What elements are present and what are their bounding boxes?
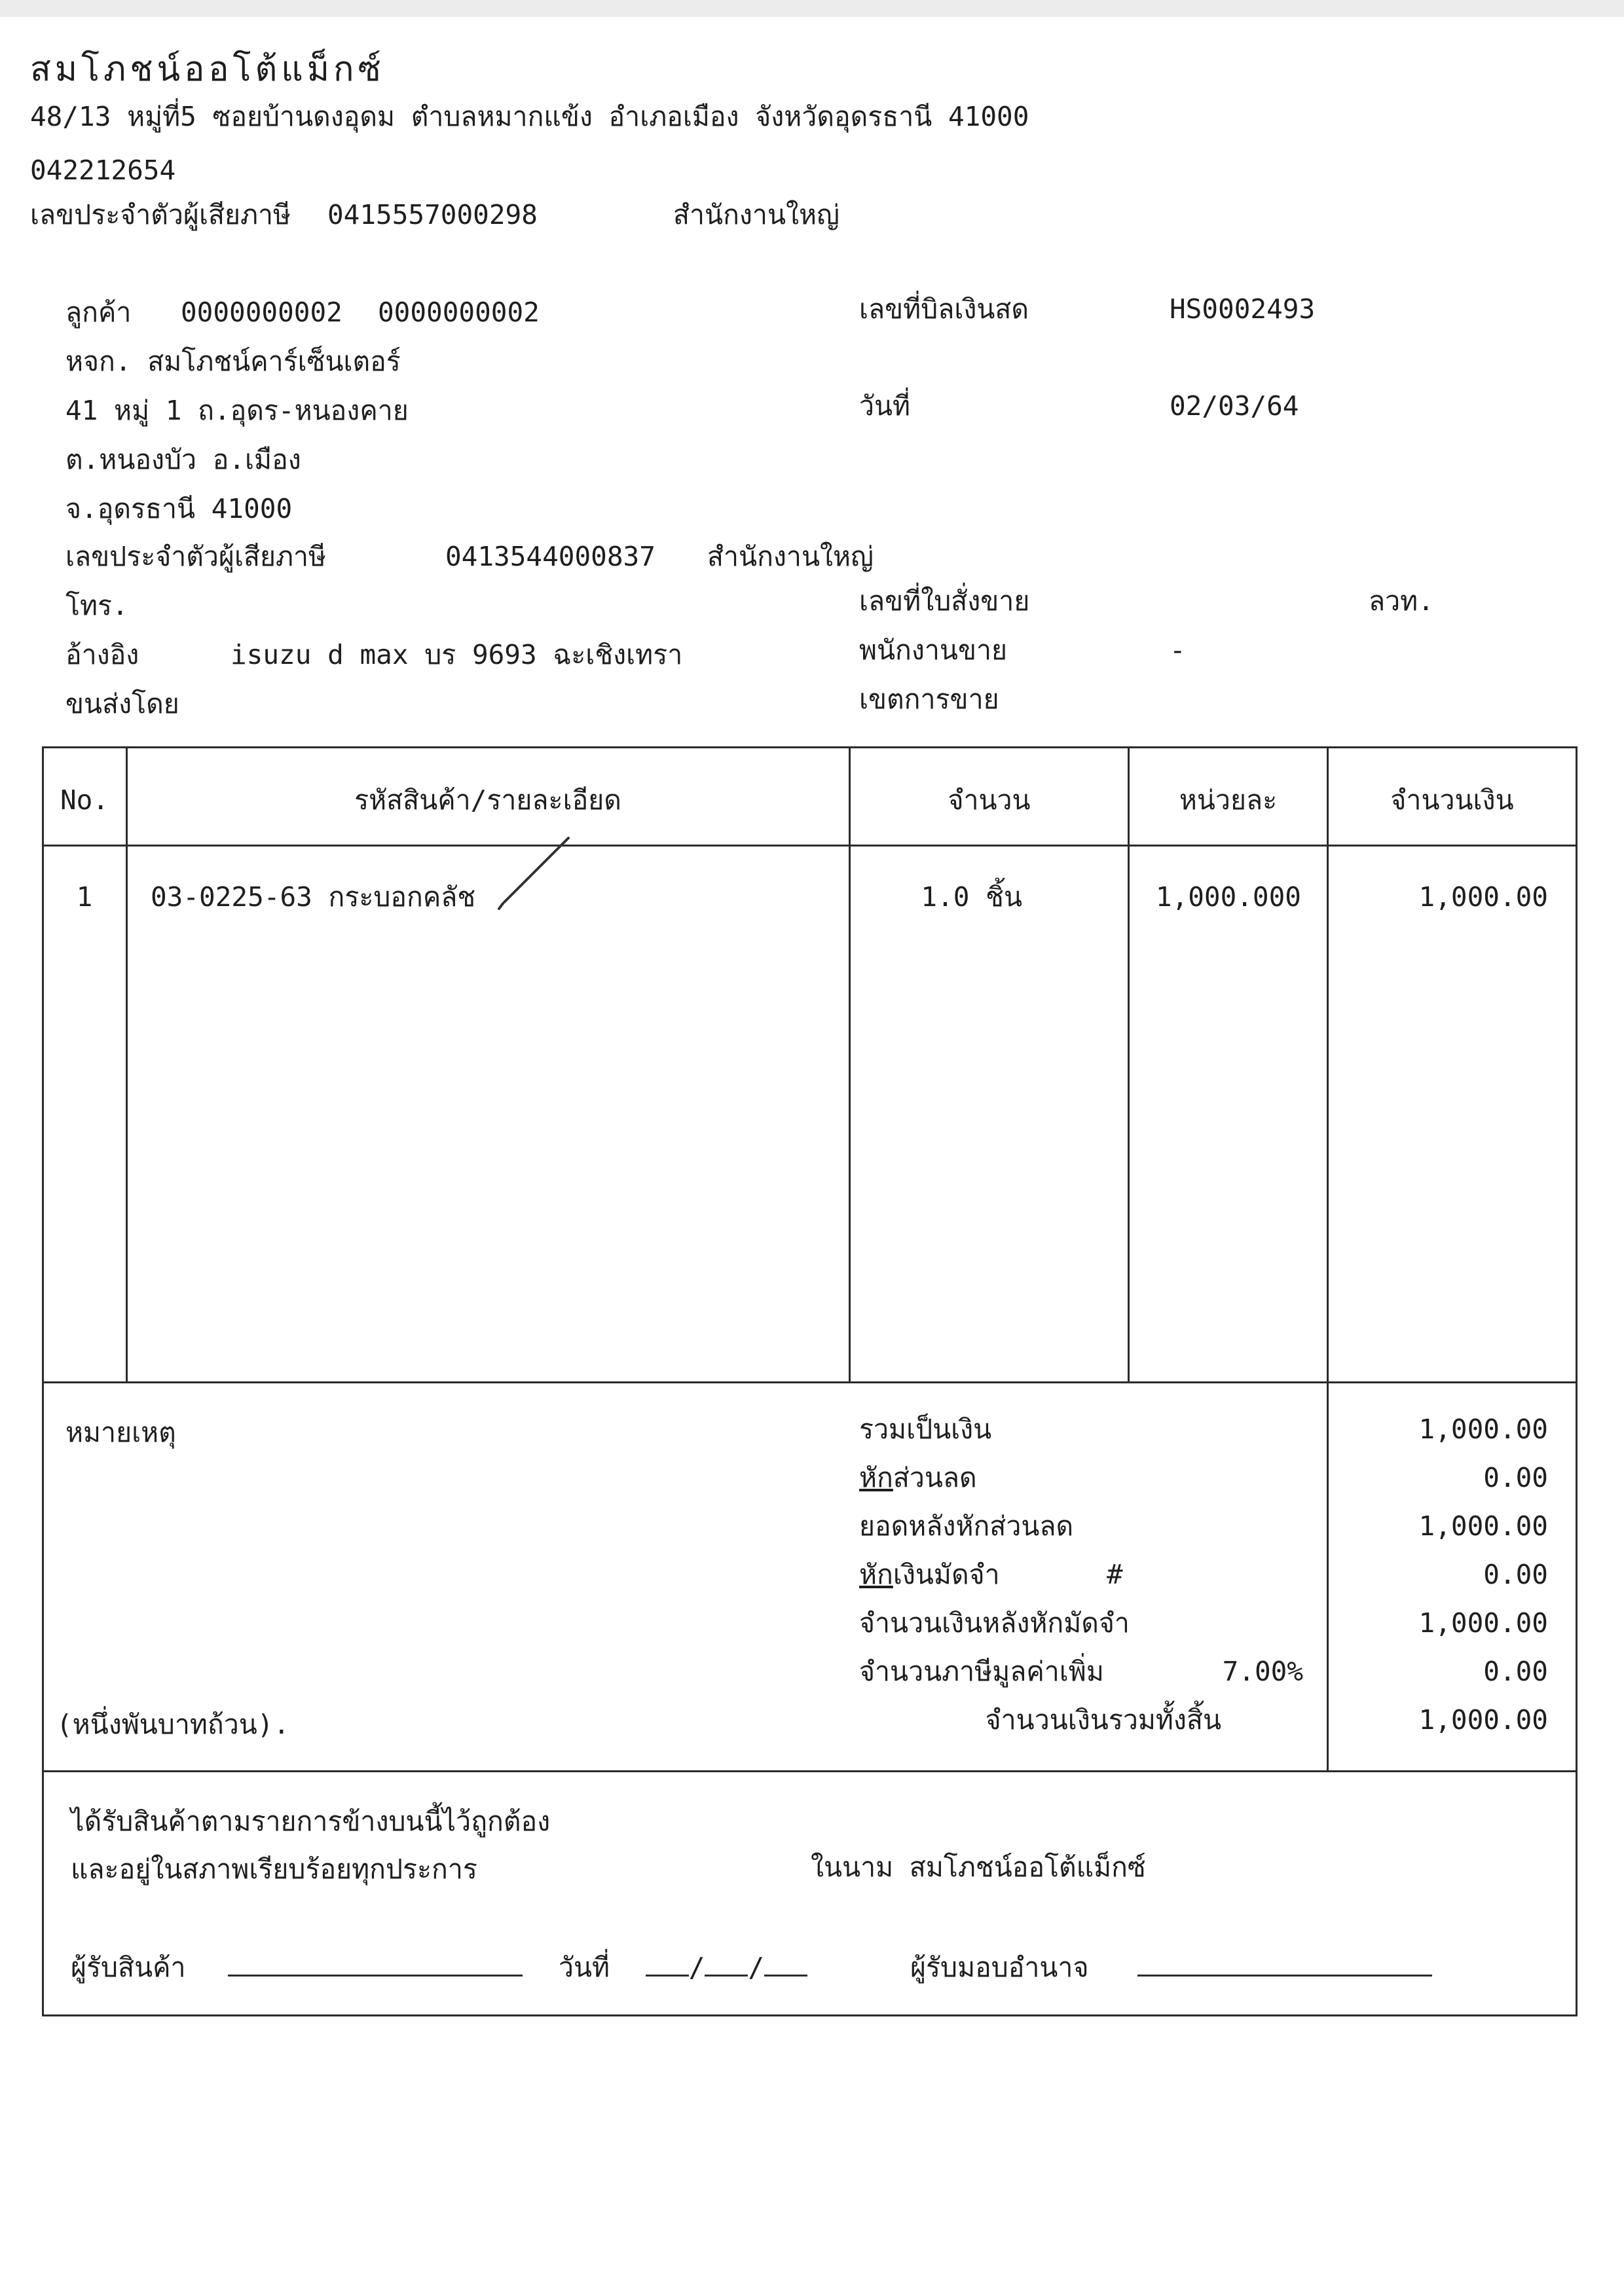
deposit-hash: # (1107, 1559, 1123, 1590)
date-slash-2-icon: / (748, 1952, 765, 1983)
subtotal-value: 1,000.00 (1418, 1413, 1548, 1445)
grand-total-label: จำนวนเงินรวมทั้งสิ้น (985, 1704, 1221, 1736)
receiver-signature-line (71, 1954, 807, 1981)
customer-address-3: จ.อุดรธานี 41000 (65, 493, 293, 524)
deposit-rest: เงินมัดจำ (893, 1559, 1000, 1590)
bill-no: HS0002493 (1170, 293, 1316, 325)
after-deposit-value: 1,000.00 (1418, 1607, 1548, 1639)
discount-rest: ส่วนลด (893, 1462, 977, 1493)
customer-ref-value: isuzu d max บร 9693 ฉะเชิงเทรา (231, 639, 683, 670)
vat-rate: 7.00% (1222, 1656, 1303, 1687)
company-tax-id: 0415557000298 (327, 199, 538, 230)
row-amount: 1,000.00 (1418, 881, 1548, 913)
header-amount: จำนวนเงิน (1390, 784, 1514, 816)
customer-address-1: 41 หมู่ 1 ถ.อุดร-หนองคาย (65, 395, 409, 426)
after-deposit-label: จำนวนเงินหลังหักมัดจำ (859, 1607, 1130, 1639)
bill-no-label: เลขที่บิลเงินสด (859, 293, 1029, 325)
company-address: 48/13 หมู่ที่5 ซอยบ้านดงอุดม ตำบลหมากแข้ง อำเภอเมือง จังหวัดอุดรธานี 41000 (30, 101, 1029, 132)
header-qty: จำนวน (948, 784, 1031, 816)
header-no: No. (60, 784, 109, 816)
company-phone: 042212654 (30, 155, 176, 186)
header-unit-price: หน่วยละ (1179, 784, 1278, 816)
vat-value: 0.00 (1483, 1656, 1548, 1687)
customer-code-1: 0000000002 (181, 297, 342, 328)
receiver-signature-blank (228, 1955, 523, 1977)
date-slash-1-icon: / (688, 1952, 705, 1983)
customer-tax-id: 0413544000837 (445, 541, 655, 572)
after-discount-value: 1,000.00 (1418, 1510, 1548, 1542)
salesperson: - (1170, 634, 1186, 666)
scan-top-edge (0, 0, 1624, 17)
subtotal-label: รวมเป็นเงิน (859, 1413, 992, 1445)
deposit-prefix: หัก (859, 1559, 893, 1590)
deposit-label (859, 1561, 1000, 1588)
vat-label: จำนวนภาษีมูลค่าเพิ่ม (859, 1656, 1104, 1687)
bill-date: 02/03/64 (1170, 390, 1299, 422)
customer-address-2: ต.หนองบัว อ.เมือง (65, 444, 301, 475)
bill-date-label: วันที่ (859, 390, 911, 422)
discount-value: 0.00 (1483, 1462, 1548, 1493)
discount-label (859, 1462, 977, 1493)
grand-total-value: 1,000.00 (1418, 1704, 1548, 1736)
row-unit-price: 1,000.000 (1155, 881, 1301, 913)
company-tax-label: เลขประจำตัวผู้เสียภาษี (30, 199, 291, 230)
customer-branch: สำนักงานใหญ่ (707, 541, 874, 572)
customer-code-2: 0000000002 (378, 297, 540, 328)
received-line-1: ได้รับสินค้าตามรายการข้างบนนี้ไว้ถูกต้อง (71, 1806, 551, 1837)
handwritten-check-mark (485, 831, 576, 917)
date-year-blank (764, 1955, 807, 1977)
remark-label: หมายเหตุ (65, 1417, 176, 1448)
row-qty: 1.0 ชิ้น (921, 881, 1022, 913)
on-behalf: ในนาม สมโภชน์ออโต้แม็กซ์ (811, 1851, 1146, 1883)
salesperson-label: พนักงานขาย (859, 634, 1008, 666)
customer-tax-label: เลขประจำตัวผู้เสียภาษี (65, 541, 327, 572)
date-day-blank (646, 1955, 689, 1977)
date-month-blank (705, 1955, 748, 1977)
order-no-label: เลขที่ใบสั่งขาย (859, 585, 1030, 617)
customer-ship-label: ขนส่งโดย (65, 688, 179, 720)
authorized-signature-line (910, 1954, 1432, 1981)
authorized-signature-blank (1137, 1955, 1432, 1977)
customer-label: ลูกค้า (65, 297, 132, 328)
discount-prefix: หัก (859, 1462, 893, 1493)
after-discount-label: ยอดหลังหักส่วนลด (859, 1510, 1074, 1542)
customer-phone-label: โทร. (65, 590, 128, 621)
amount-in-words: (หนึ่งพันบาทถ้วน). (56, 1709, 290, 1740)
company-branch: สำนักงานใหญ่ (673, 199, 840, 230)
receiver-label: ผู้รับสินค้า (71, 1952, 186, 1983)
customer-name: หจก. สมโภชน์คาร์เซ็นเตอร์ (65, 346, 401, 377)
row-no: 1 (76, 881, 93, 913)
order-no: ลวท. (1369, 585, 1434, 617)
received-line-2: และอยู่ในสภาพเรียบร้อยทุกประการ (71, 1853, 477, 1885)
deposit-value: 0.00 (1483, 1559, 1548, 1590)
sales-area-label: เขตการขาย (859, 683, 999, 715)
company-name: สมโภชน์ออโต้แม็กซ์ (30, 50, 385, 89)
header-description: รหัสสินค้า/รายละเอียด (354, 784, 621, 816)
row-description: 03-0225-63 กระบอกคลัช (151, 881, 476, 913)
customer-ref-label: อ้างอิง (65, 639, 139, 670)
receive-date-label: วันที่ (558, 1952, 610, 1983)
authorized-label: ผู้รับมอบอำนาจ (910, 1952, 1089, 1983)
